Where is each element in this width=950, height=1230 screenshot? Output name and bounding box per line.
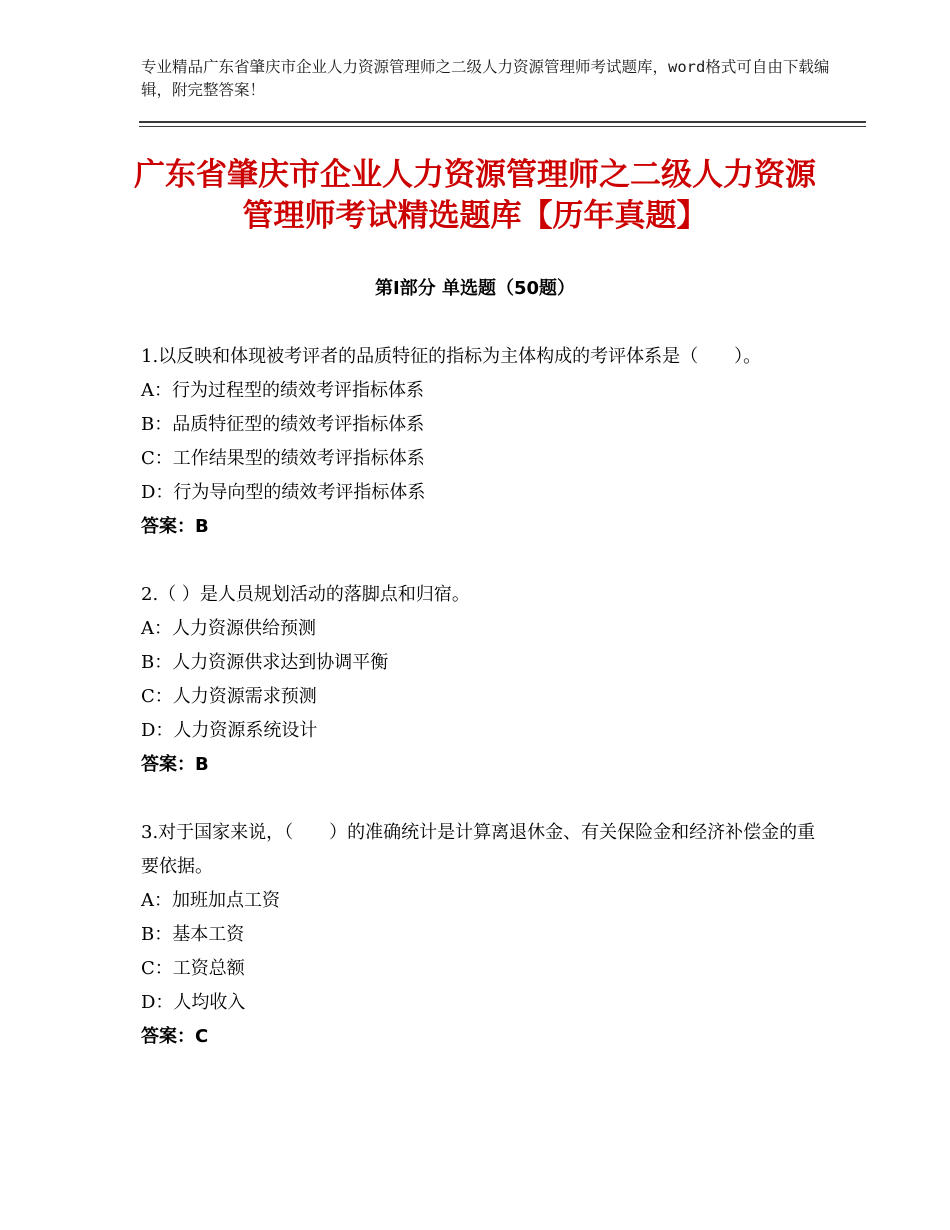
option-a: A：人力资源供给预测 bbox=[141, 618, 316, 639]
option-b: B：品质特征型的绩效考评指标体系 bbox=[141, 414, 425, 435]
question-3 bbox=[141, 816, 821, 1054]
document-title: 广东省肇庆市企业人力资源管理师之二级人力资源管理师考试精选题库【历年真题】 bbox=[134, 157, 816, 234]
question-2 bbox=[141, 578, 821, 782]
header-divider-thin bbox=[139, 126, 866, 127]
section-heading: 第Ⅰ部分 单选题（50题） bbox=[374, 278, 575, 299]
option-b: B：人力资源供求达到协调平衡 bbox=[141, 652, 389, 673]
answer-line: 答案：B bbox=[141, 516, 209, 537]
option-b: B：基本工资 bbox=[141, 924, 245, 945]
question-stem: 3.对于国家来说，（ ）的准确统计是计算离退休金、有关保险金和经济补偿金的重要依据。 bbox=[141, 822, 816, 877]
question-list bbox=[141, 340, 821, 1088]
option-d: D：人均收入 bbox=[141, 992, 246, 1013]
question-stem: 2.（ ）是人员规划活动的落脚点和归宿。 bbox=[141, 584, 470, 605]
header-divider-thick bbox=[139, 121, 866, 123]
option-c: C：人力资源需求预测 bbox=[141, 686, 317, 707]
option-d: D：行为导向型的绩效考评指标体系 bbox=[141, 482, 426, 503]
question-1 bbox=[141, 340, 821, 544]
question-stem: 1.以反映和体现被考评者的品质特征的指标为主体构成的考评体系是（ ）。 bbox=[141, 346, 762, 367]
answer-line: 答案：C bbox=[141, 1026, 209, 1047]
option-c: C：工资总额 bbox=[141, 958, 245, 979]
answer-line: 答案：B bbox=[141, 754, 209, 775]
option-a: A：加班加点工资 bbox=[141, 890, 280, 911]
header-note: 专业精品广东省肇庆市企业人力资源管理师之二级人力资源管理师考试题库，word格式可自由下载编辑，附完整答案！ bbox=[141, 58, 830, 99]
option-a: A：行为过程型的绩效考评指标体系 bbox=[141, 380, 424, 401]
option-d: D：人力资源系统设计 bbox=[141, 720, 318, 741]
option-c: C：工作结果型的绩效考评指标体系 bbox=[141, 448, 425, 469]
